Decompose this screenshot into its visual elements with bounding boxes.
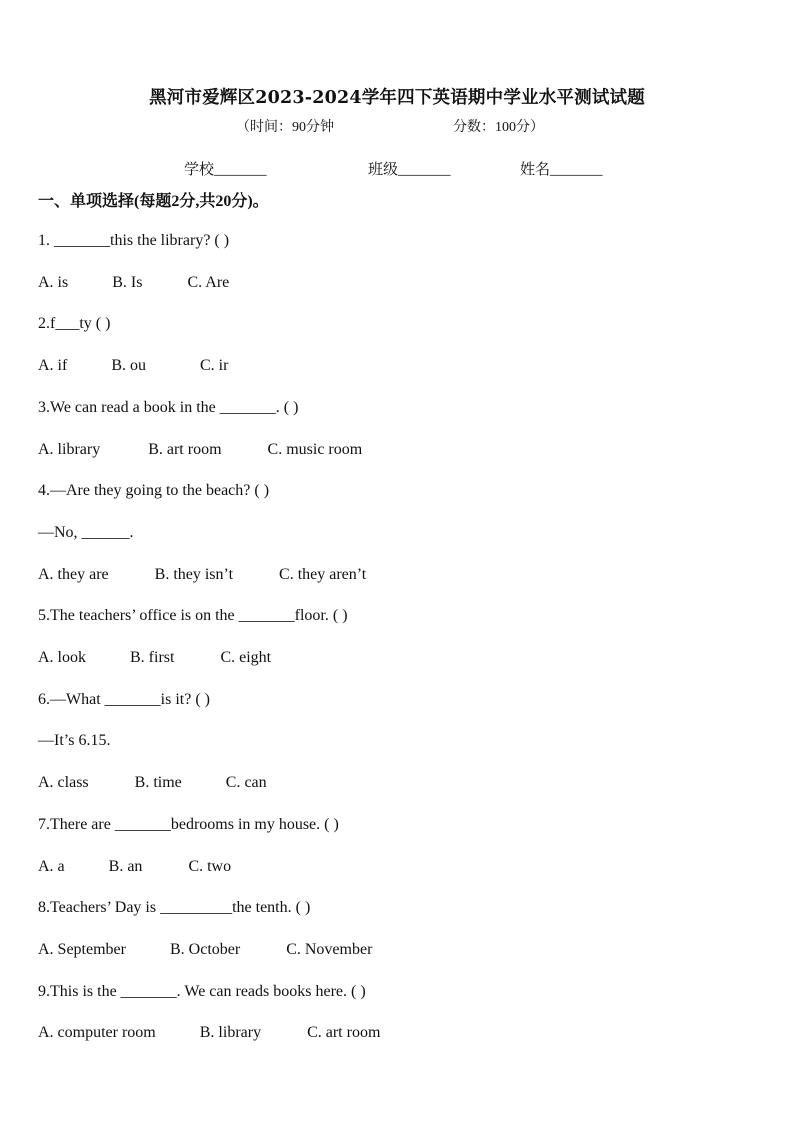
question-1-text: 1. _______this the library? ( ) [38, 232, 230, 249]
question-1-options [38, 274, 229, 292]
option-b[interactable]: B. an [108, 857, 143, 875]
option-a[interactable]: A. if [38, 357, 68, 375]
option-a[interactable]: A. September [38, 940, 126, 958]
option-b[interactable]: B. they isn’t [154, 565, 234, 583]
question-7-options [38, 858, 231, 876]
question-3-text: 3.We can read a book in the _______. ( ) [38, 398, 299, 416]
question-9-text: 9.This is the _______. We can reads books here. ( ) [38, 982, 366, 1000]
option-c[interactable]: C. they aren’t [279, 565, 367, 583]
option-b[interactable]: B. October [169, 940, 241, 958]
exam-meta [236, 116, 544, 136]
question-2-options [38, 357, 228, 375]
option-b[interactable]: B. ou [111, 357, 146, 375]
exam-time: （时间：90分钟 [236, 120, 334, 135]
option-a[interactable]: A. library [38, 440, 101, 458]
school-field[interactable]: 学校_______ [184, 162, 267, 178]
question-8-options [38, 941, 372, 959]
option-c[interactable]: C. eight [220, 649, 272, 666]
option-a[interactable]: A. class [38, 774, 89, 792]
question-6-answer-line: —It’s 6.15. [38, 732, 111, 750]
option-a[interactable]: A. is [38, 273, 69, 291]
option-b[interactable]: B. first [130, 649, 175, 666]
option-a[interactable]: A. a [38, 857, 65, 875]
option-b[interactable]: B. library [199, 1024, 262, 1042]
question-2-text: 2.f___ty ( ) [38, 315, 111, 333]
option-c[interactable]: C. art room [307, 1024, 381, 1042]
exam-score: 分数：100分） [453, 120, 544, 135]
option-c[interactable]: C. can [225, 774, 267, 792]
question-6-options [38, 774, 267, 792]
question-8-text: 8.Teachers’ Day is _________the tenth. ( ) [38, 899, 311, 917]
option-b[interactable]: B. Is [112, 273, 143, 291]
question-9-options [38, 1024, 380, 1042]
question-5-options [38, 649, 271, 667]
section-heading: 一、单项选择(每题2分,共20分)。 [38, 193, 269, 210]
question-6-text: 6.—What _______is it? ( ) [38, 690, 210, 708]
question-7-text: 7.There are _______bedrooms in my house. ( ) [38, 815, 339, 833]
question-4-answer-line: —No, ______. [38, 523, 134, 541]
name-field[interactable]: 姓名_______ [520, 162, 603, 178]
option-c[interactable]: C. music room [267, 440, 363, 458]
class-field[interactable]: 班级_______ [368, 162, 451, 178]
question-4-options [38, 566, 366, 584]
option-c[interactable]: C. ir [200, 357, 229, 375]
option-a[interactable]: A. they are [38, 565, 109, 583]
option-a[interactable]: A. computer room [38, 1024, 156, 1042]
option-b[interactable]: B. art room [148, 440, 222, 458]
option-c[interactable]: C. Are [187, 273, 230, 291]
question-4-text: 4.—Are they going to the beach? ( ) [38, 482, 270, 500]
question-5-text: 5.The teachers’ office is on the _______floor. ( ) [38, 607, 348, 625]
page-title: 黑河市爱辉区2023-2024学年四下英语期中学业水平测试试题 [149, 88, 645, 108]
option-b[interactable]: B. time [134, 774, 182, 792]
option-c[interactable]: C. November [286, 940, 373, 958]
option-c[interactable]: C. two [188, 857, 232, 875]
option-a[interactable]: A. look [38, 649, 86, 666]
question-3-options [38, 441, 362, 459]
